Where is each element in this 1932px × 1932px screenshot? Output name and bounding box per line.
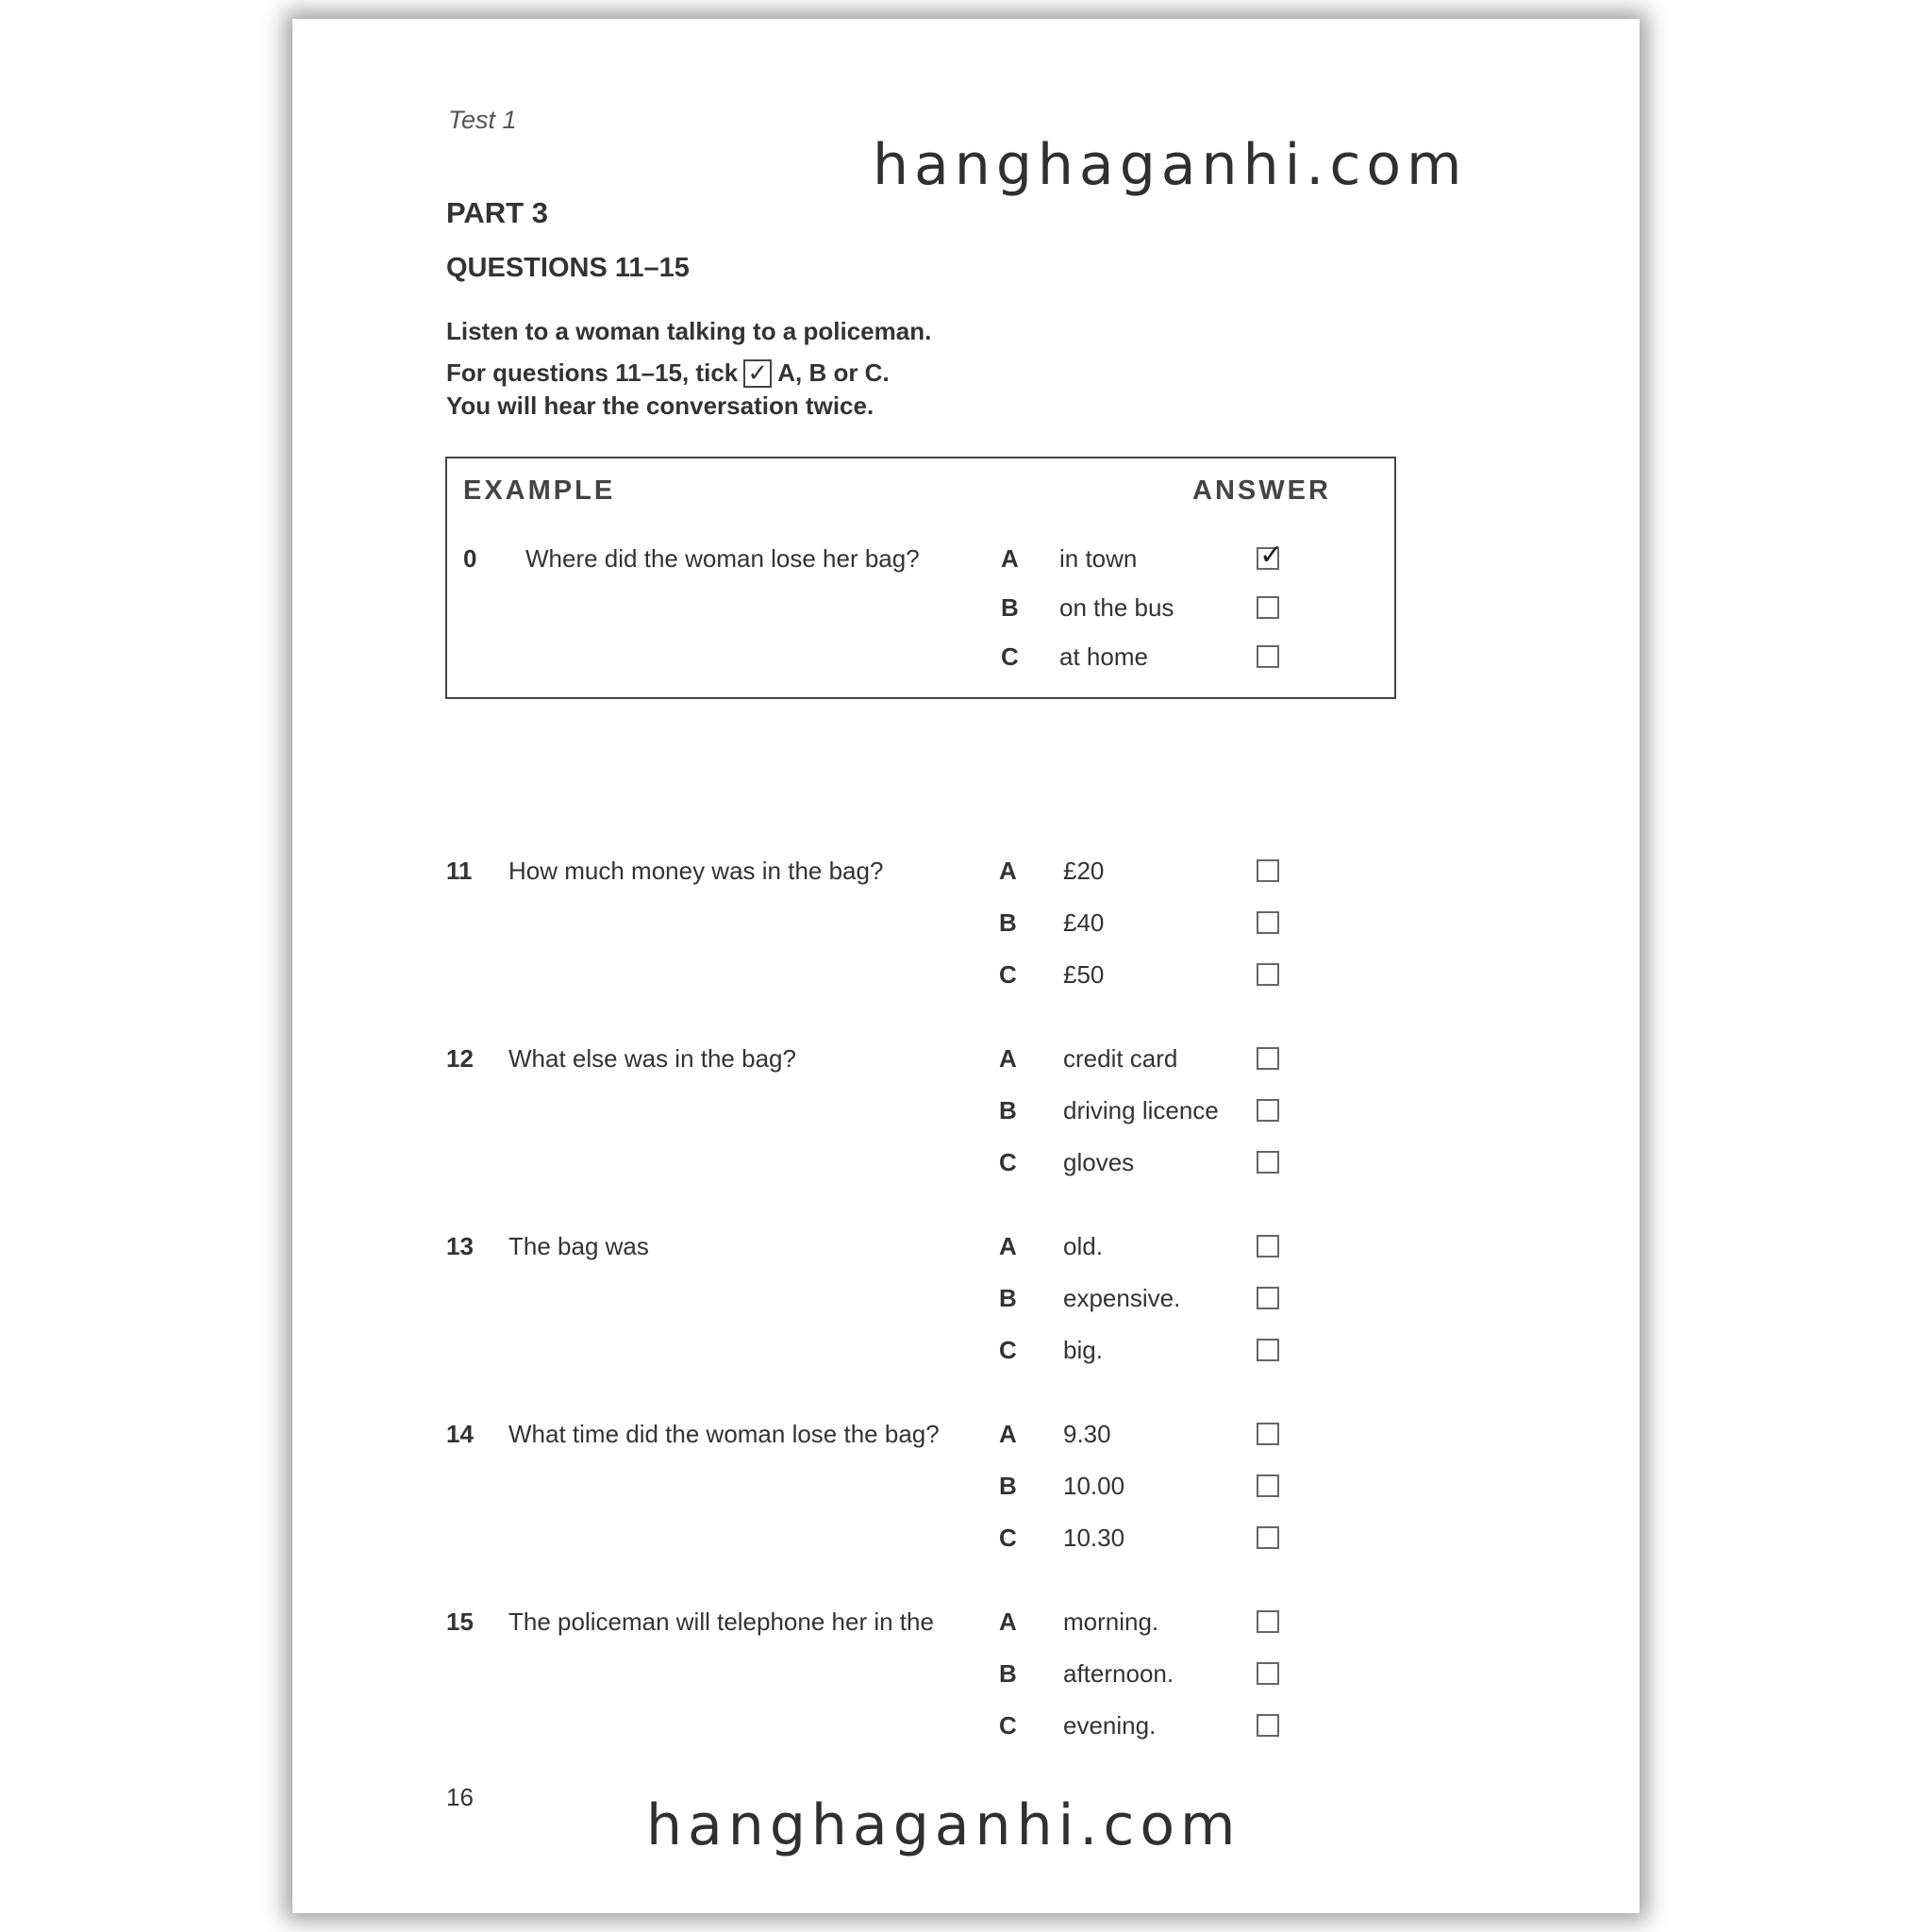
page-number: 16: [446, 1783, 474, 1811]
answer-checkbox[interactable]: [1257, 911, 1279, 934]
example-option-text: on the bus: [1059, 593, 1174, 622]
option-letter: B: [999, 1472, 1017, 1500]
answer-checkbox[interactable]: [1257, 1423, 1279, 1445]
question-number: 14: [446, 1420, 474, 1448]
example-answer-checkbox[interactable]: [1257, 645, 1279, 668]
instruction-line-2-suffix: A, B or C.: [777, 358, 890, 387]
answer-checkbox[interactable]: [1257, 1235, 1279, 1257]
option-text: 9.30: [1063, 1420, 1111, 1448]
option-text: gloves: [1063, 1148, 1135, 1176]
example-option-letter: B: [1001, 593, 1019, 622]
example-question: Where did the woman lose her bag?: [525, 544, 920, 573]
watermark-top: hanghaganhi.com: [873, 132, 1468, 198]
example-number: 0: [463, 544, 477, 573]
option-letter: C: [999, 1336, 1017, 1364]
answer-checkbox[interactable]: [1257, 1047, 1279, 1070]
option-text: 10.00: [1063, 1472, 1125, 1500]
instruction-line-3: You will hear the conversation twice.: [446, 391, 874, 420]
question-number: 15: [446, 1607, 474, 1636]
option-text: 10.30: [1063, 1524, 1125, 1552]
example-answer-checkbox[interactable]: [1257, 540, 1284, 571]
test-label: Test 1: [448, 106, 517, 134]
question-text: What time did the woman lose the bag?: [508, 1420, 940, 1448]
question-number: 11: [446, 857, 473, 885]
option-letter: B: [999, 1284, 1017, 1312]
answer-checkbox[interactable]: [1257, 1714, 1279, 1737]
part-title: PART 3: [446, 196, 548, 229]
answer-checkbox[interactable]: [1257, 1610, 1279, 1633]
question-text: What else was in the bag?: [508, 1044, 796, 1073]
example-answer-checkbox[interactable]: [1257, 596, 1279, 619]
answer-checkbox[interactable]: [1257, 859, 1279, 882]
option-text: driving licence: [1063, 1096, 1219, 1124]
example-heading: EXAMPLE: [463, 475, 616, 506]
answer-checkbox[interactable]: [1257, 1099, 1279, 1122]
question-text: The policeman will telephone her in the: [508, 1607, 934, 1636]
question-number: 12: [446, 1044, 474, 1073]
tick-box-icon: ✓: [743, 359, 772, 388]
option-letter: C: [999, 960, 1017, 989]
option-letter: B: [999, 1096, 1017, 1124]
answer-checkbox[interactable]: [1257, 1339, 1279, 1361]
option-letter: A: [999, 1420, 1017, 1448]
answer-checkbox[interactable]: [1257, 1474, 1279, 1497]
option-text: morning.: [1063, 1607, 1159, 1636]
option-letter: C: [999, 1711, 1017, 1740]
question-text: The bag was: [508, 1232, 649, 1260]
example-option-text: in town: [1059, 544, 1138, 573]
option-text: £20: [1063, 857, 1105, 885]
option-text: £40: [1063, 908, 1105, 937]
option-text: credit card: [1063, 1044, 1178, 1073]
option-letter: A: [999, 857, 1017, 885]
option-letter: B: [999, 908, 1017, 937]
option-text: big.: [1063, 1336, 1103, 1364]
instruction-line-2-prefix: For questions 11–15, tick: [446, 358, 739, 387]
example-option-letter: C: [1001, 642, 1019, 671]
option-letter: A: [999, 1607, 1017, 1636]
example-option-text: at home: [1059, 642, 1148, 671]
example-box: [445, 457, 1396, 699]
option-letter: A: [999, 1232, 1017, 1260]
checkmark-icon: ✓: [1259, 540, 1284, 571]
answer-heading: ANSWER: [1192, 475, 1331, 506]
option-letter: C: [999, 1524, 1017, 1552]
option-text: evening.: [1063, 1711, 1157, 1740]
option-text: old.: [1063, 1232, 1103, 1260]
instruction-line-1: Listen to a woman talking to a policeman.: [446, 317, 932, 345]
questions-title: QUESTIONS 11–15: [446, 253, 690, 283]
option-letter: A: [999, 1044, 1017, 1073]
option-text: expensive.: [1063, 1284, 1181, 1312]
answer-checkbox[interactable]: [1257, 1151, 1279, 1174]
answer-checkbox[interactable]: [1257, 1526, 1279, 1549]
option-letter: C: [999, 1148, 1017, 1176]
instruction-line-2: [446, 358, 890, 388]
exam-page: [292, 19, 1640, 1913]
question-number: 13: [446, 1232, 474, 1260]
example-option-letter: A: [1001, 544, 1019, 573]
answer-checkbox[interactable]: [1257, 1662, 1279, 1685]
watermark-bottom: hanghaganhi.com: [646, 1792, 1241, 1858]
option-text: afternoon.: [1063, 1659, 1174, 1688]
question-text: How much money was in the bag?: [508, 857, 884, 885]
option-letter: B: [999, 1659, 1017, 1688]
answer-checkbox[interactable]: [1257, 1287, 1279, 1309]
answer-checkbox[interactable]: [1257, 963, 1279, 986]
option-text: £50: [1063, 960, 1105, 989]
